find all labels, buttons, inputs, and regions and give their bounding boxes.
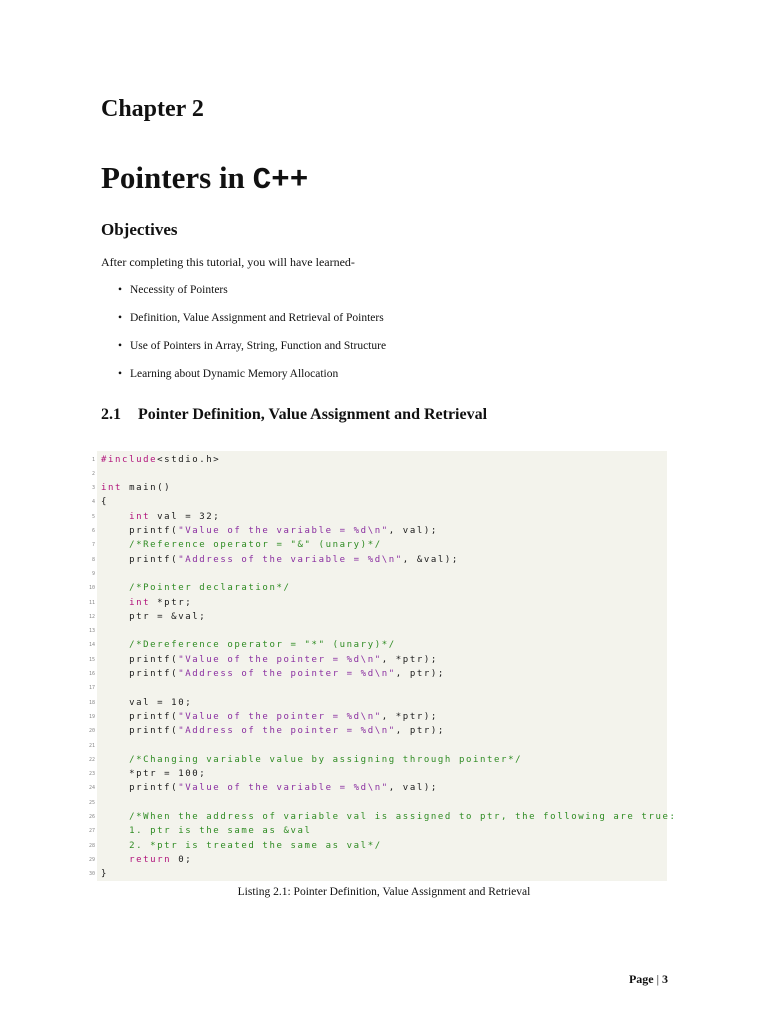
code-listing (88, 451, 677, 881)
line-number: 19 (88, 713, 95, 720)
objectives-list (118, 282, 386, 394)
line-number: 21 (88, 742, 95, 749)
code-text: printf("Value of the pointer = %d\n", *ptr); (101, 654, 438, 665)
code-text: /*When the address of variable val is assigned to ptr, the following are true: (129, 812, 677, 822)
section-heading (101, 406, 487, 424)
line-number: 5 (91, 513, 95, 520)
code-text: val = 10; (101, 697, 193, 708)
listing-caption: Listing 2.1: Pointer Definition, Value Assignment and Retrieval (237, 886, 531, 898)
code-text: /*Reference operator = "&" (unary)*/ (129, 540, 382, 551)
code-text: int main() (101, 483, 172, 494)
code-text: /*Dereference operator = "*" (unary)*/ (129, 640, 396, 651)
code-text: ptr = &val; (101, 611, 207, 622)
code-text: printf("Value of the pointer = %d\n", *ptr); (101, 711, 438, 722)
line-number: 26 (88, 814, 95, 820)
chapter-title-language: C++ (252, 163, 309, 198)
code-text: printf("Address of the pointer = %d\n", ptr); (101, 726, 445, 737)
code-text: return 0; (129, 854, 193, 865)
section-number: 2.1 (101, 406, 121, 423)
line-number: 25 (88, 799, 95, 806)
line-number: 24 (88, 785, 95, 792)
code-text: int *ptr; (129, 597, 193, 608)
line-number: 10 (88, 585, 95, 592)
line-number: 16 (88, 671, 95, 677)
line-number: 17 (88, 685, 95, 692)
bullet-icon: • (118, 284, 123, 296)
code-text: 1. ptr is the same as &val (129, 826, 312, 837)
objective-item (118, 310, 386, 338)
line-number: 9 (91, 570, 95, 577)
chapter-label: Chapter 2 (101, 96, 204, 122)
objective-item (118, 366, 386, 394)
chapter-title-text: Pointers in (101, 160, 253, 195)
code-text: #include<stdio.h> (101, 454, 221, 465)
line-number: 7 (91, 542, 95, 549)
line-number: 29 (88, 856, 95, 863)
line-number: 30 (88, 871, 95, 878)
line-number: 23 (88, 771, 95, 778)
line-number: 11 (88, 599, 95, 606)
bullet-icon: • (118, 312, 123, 324)
line-number: 22 (88, 756, 95, 763)
bullet-icon: • (118, 340, 123, 352)
code-text: /*Changing variable value by assigning through pointer*/ (129, 754, 523, 765)
page-separator: | (656, 972, 659, 986)
line-number: 1 (91, 456, 95, 463)
line-number: 6 (91, 528, 95, 534)
page-word: Page (628, 972, 654, 986)
code-text: } (101, 869, 109, 880)
code-text: printf("Value of the variable = %d\n", val); (101, 526, 438, 536)
code-text: 2. *ptr is treated the same as val*/ (129, 840, 382, 851)
section-title: Pointer Definition, Value Assignment and Retrieval (138, 406, 488, 423)
code-text: int val = 32; (129, 511, 221, 522)
code-text: printf("Address of the variable = %d\n", &val); (101, 554, 459, 565)
line-number: 14 (88, 642, 95, 649)
line-number: 13 (88, 628, 95, 635)
page-number-value: 3 (662, 972, 668, 986)
code-text: *ptr = 100; (101, 769, 207, 780)
line-number: 4 (91, 499, 95, 506)
objective-text: Definition, Value Assignment and Retrieval of Pointers (130, 312, 384, 324)
objective-text: Necessity of Pointers (130, 284, 228, 296)
code-text: /*Pointer declaration*/ (129, 583, 291, 594)
code-text: { (101, 497, 109, 508)
code-text: printf("Value of the variable = %d\n", val); (101, 783, 438, 794)
line-number: 20 (88, 728, 95, 735)
objective-item (118, 282, 386, 310)
objective-text: Learning about Dynamic Memory Allocation (130, 368, 339, 380)
line-number: 2 (91, 470, 95, 477)
page-number (629, 972, 668, 987)
chapter-title (101, 160, 308, 198)
line-number: 28 (88, 842, 95, 849)
line-number: 12 (88, 613, 95, 620)
objectives-intro: After completing this tutorial, you will have learned- (101, 255, 355, 269)
line-number: 15 (88, 656, 95, 663)
line-number: 8 (91, 556, 95, 563)
line-number: 3 (91, 485, 95, 492)
objectives-heading: Objectives (101, 220, 178, 239)
line-number: 18 (88, 699, 95, 706)
bullet-icon: • (118, 368, 123, 380)
objective-item (118, 338, 386, 366)
objective-text: Use of Pointers in Array, String, Function and Structure (130, 340, 387, 352)
code-text: printf("Address of the pointer = %d\n", ptr); (101, 669, 445, 679)
line-number: 27 (88, 828, 95, 835)
